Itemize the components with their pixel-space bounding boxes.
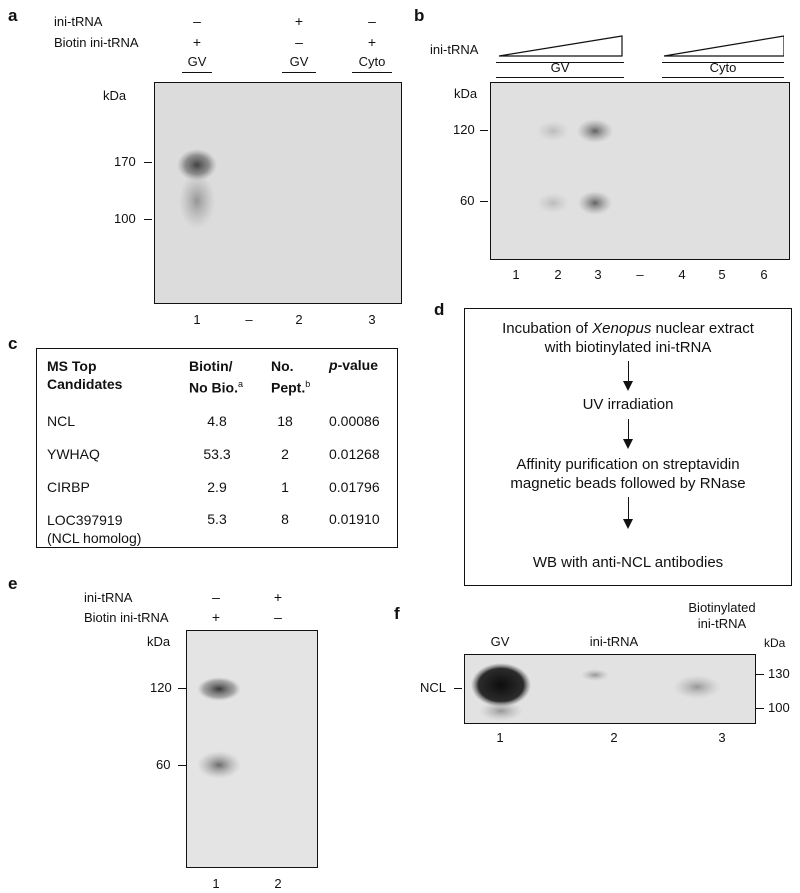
- panel-a-row1-name: ini-tRNA: [54, 14, 103, 29]
- panel-c-row-ncl-p: 0.00086: [329, 413, 380, 429]
- panel-b-lane-6: 6: [760, 267, 768, 282]
- panel-b-marker-60: 60: [460, 193, 475, 208]
- panel-e-tick-60: [178, 765, 186, 766]
- panel-a-lane1-r2: +: [192, 34, 202, 50]
- panel-b-gradient-wedges: [494, 30, 784, 60]
- panel-b-wedge-gv: [499, 36, 622, 56]
- panel-f-lane-3: 3: [718, 730, 726, 745]
- panel-b-band-lane3-60: [578, 191, 612, 215]
- panel-a-blot: [154, 82, 402, 304]
- panel-c-row-loc-ratio: 5.3: [207, 511, 227, 527]
- panel-c-row-loc-name: [47, 511, 141, 547]
- panel-e-lane1-r2: +: [211, 609, 221, 625]
- panel-c-row-cirbp-ratio: 2.9: [207, 479, 227, 495]
- panel-e-lane2-r1: +: [273, 589, 283, 605]
- panel-d-arrow1-head: [623, 381, 633, 391]
- panel-f-lane-1: 1: [496, 730, 504, 745]
- panel-c-row-cirbp-pept: 1: [281, 479, 289, 495]
- panel-d-step1: [465, 319, 791, 357]
- panel-c-header-col3: [271, 357, 310, 397]
- panel-a-lane-num-3: 3: [368, 312, 376, 327]
- panel-b-lane-1: 1: [512, 267, 520, 282]
- panel-f-blot-image: [465, 655, 756, 724]
- panel-d-step1-line2: with biotinylated ini-tRNA: [544, 339, 712, 356]
- panel-f-ncl-tick: [454, 688, 462, 689]
- panel-b-lane-5: 5: [718, 267, 726, 282]
- panel-b-blot: [490, 82, 790, 260]
- panel-b-group-cyto: Cyto: [709, 60, 737, 75]
- panel-f-col-biotinylated: [672, 600, 772, 632]
- panel-f-marker-100: 100: [768, 700, 790, 715]
- panel-c-header-col3-l2: Pept.: [271, 379, 306, 396]
- panel-e-band-60: [197, 751, 241, 779]
- panel-a-lane1-sample: GV: [187, 54, 207, 69]
- panel-f-label: f: [394, 604, 400, 623]
- panel-d-arrow1-shaft: [628, 361, 629, 383]
- panel-c-row-ywhaq-pept: 2: [281, 446, 289, 462]
- panel-a-lane4-underline: [352, 72, 392, 73]
- panel-b-marker-120: 120: [453, 122, 475, 137]
- panel-b-label: b: [414, 6, 425, 25]
- panel-d-step1-post: nuclear extract: [651, 320, 754, 337]
- panel-f-tick-100: [756, 708, 764, 709]
- panel-b-wedge-cyto: [664, 36, 784, 56]
- panel-f-col3-l2: ini-tRNA: [697, 616, 747, 631]
- panel-c-row-loc-pept: 8: [281, 511, 289, 527]
- panel-a-lane-num-1: 1: [193, 312, 201, 327]
- panel-b-gradient-label: ini-tRNA: [430, 42, 479, 57]
- panel-a-lane-num-2: 2: [295, 312, 303, 327]
- panel-a-lane3-r2: –: [295, 34, 303, 50]
- panel-b-gv-underline: [496, 77, 624, 78]
- panel-f-blot: [464, 654, 756, 724]
- panel-c-row-ywhaq-name: YWHAQ: [47, 446, 100, 462]
- panel-d-step3-line1: Affinity purification on streptavidin: [516, 456, 740, 473]
- panel-e-tick-120: [178, 688, 186, 689]
- panel-c-row-ywhaq-p: 0.01268: [329, 446, 380, 462]
- panel-b-tick-60: [480, 201, 488, 202]
- panel-a-row2-name: Biotin ini-tRNA: [54, 35, 139, 50]
- panel-b-tick-120: [480, 130, 488, 131]
- panel-c-header-col4-rest: -value: [337, 357, 379, 373]
- panel-d-arrow3-head: [623, 519, 633, 529]
- panel-f-band-gv: [471, 663, 531, 707]
- panel-c-row-loc-p: 0.01910: [329, 511, 380, 527]
- panel-d-step3: [465, 455, 791, 493]
- panel-e-lane2-r2: –: [274, 609, 282, 625]
- panel-b-blot-image: [491, 83, 790, 260]
- panel-e-row2-name: Biotin ini-tRNA: [84, 610, 169, 625]
- panel-e-kda: kDa: [147, 634, 171, 649]
- panel-b-lane-3: 3: [594, 267, 602, 282]
- panel-f-col3-l1: Biotinylated: [688, 600, 756, 615]
- panel-f-marker-130: 130: [768, 666, 790, 681]
- panel-b-kda: kDa: [454, 86, 478, 101]
- panel-b-lane-2: 2: [554, 267, 562, 282]
- panel-c-row-cirbp-p: 0.01796: [329, 479, 380, 495]
- panel-b-band-lane2-60: [537, 193, 569, 213]
- panel-a-lane1-underline: [182, 72, 212, 73]
- panel-d-arrow2-shaft: [628, 419, 629, 441]
- panel-c-header-col3-sup: b: [305, 379, 311, 389]
- panel-e-marker-120: 120: [150, 680, 172, 695]
- panel-b-group-gv: GV: [550, 60, 570, 75]
- panel-a-lane1-r1: –: [193, 13, 201, 29]
- panel-e-blot: [186, 630, 318, 868]
- panel-c-header-col1-l2: Candidates: [47, 376, 123, 392]
- panel-f-col-initrna: ini-tRNA: [589, 634, 639, 649]
- panel-a-lane-num-dash: –: [245, 312, 253, 327]
- panel-e-band-120: [197, 677, 241, 701]
- panel-f-tick-130: [756, 674, 764, 675]
- panel-e-lane1-r1: –: [212, 589, 220, 605]
- panel-d-step1-pre: Incubation of: [502, 320, 593, 337]
- panel-d-flowchart-box: [464, 308, 792, 586]
- panel-c-header-col1: [47, 357, 122, 393]
- panel-b-cyto-underline: [662, 77, 784, 78]
- panel-c-row-ncl-name: NCL: [47, 413, 76, 429]
- panel-d-step3-line2: magnetic beads followed by RNase: [510, 475, 746, 492]
- panel-c-row-loc-name-l1: LOC397919: [47, 512, 123, 528]
- panel-f-band-biotin: [673, 675, 721, 699]
- panel-b-lane-dash: –: [636, 267, 644, 282]
- panel-d-step4: WB with anti-NCL antibodies: [532, 554, 724, 571]
- panel-c-header-col1-l1: MS Top: [47, 358, 97, 374]
- panel-d-arrow3-shaft: [628, 497, 629, 521]
- panel-e-row1-name: ini-tRNA: [84, 590, 133, 605]
- panel-b-band-lane2-120: [537, 121, 569, 141]
- panel-c-header-col3-l1: No.: [271, 358, 294, 374]
- panel-a-kda: kDa: [103, 88, 127, 103]
- panel-c-row-ywhaq-ratio: 53.3: [203, 446, 231, 462]
- panel-c-table-box: [36, 348, 398, 548]
- panel-f-band-gv-lower: [479, 701, 523, 721]
- panel-c-label: c: [8, 334, 18, 353]
- panel-f-kda: kDa: [764, 636, 786, 650]
- panel-a-marker-170: 170: [114, 154, 136, 169]
- panel-f-lane-2: 2: [610, 730, 618, 745]
- panel-c-header-col2-sup: a: [238, 379, 244, 389]
- panel-e-lane-num-1: 1: [212, 876, 220, 891]
- panel-d-label: d: [434, 300, 445, 319]
- panel-d-step2: UV irradiation: [582, 396, 674, 413]
- panel-c-header-col2: [189, 357, 243, 397]
- panel-f-band-initrna: [581, 669, 609, 681]
- panel-c-header-col4: [329, 357, 378, 373]
- panel-d-arrow2-head: [623, 439, 633, 449]
- panel-e-label: e: [8, 574, 18, 593]
- panel-b-lane-4: 4: [678, 267, 686, 282]
- panel-a-lane4-r1: –: [368, 13, 376, 29]
- panel-e-lane-num-2: 2: [274, 876, 282, 891]
- panel-e-blot-image: [187, 631, 318, 868]
- panel-a-lane4-sample: Cyto: [358, 54, 386, 69]
- panel-a-lane3-r1: +: [294, 13, 304, 29]
- panel-f-col-gv: GV: [490, 634, 510, 649]
- panel-c-row-cirbp-name: CIRBP: [47, 479, 90, 495]
- panel-a-marker-100: 100: [114, 211, 136, 226]
- panel-c-header-col2-l2: No Bio.: [189, 379, 238, 396]
- panel-c-row-ncl-ratio: 4.8: [207, 413, 227, 429]
- panel-b-band-lane3-120: [577, 119, 613, 143]
- panel-e-marker-60: 60: [156, 757, 171, 772]
- panel-a-smear: [179, 173, 215, 229]
- panel-a-lane3-underline: [282, 72, 316, 73]
- panel-d-step1-italic: Xenopus: [592, 320, 652, 337]
- panel-c-row-ncl-pept: 18: [277, 413, 293, 429]
- panel-a-label: a: [8, 6, 18, 25]
- panel-f-ncl-label: NCL: [420, 680, 447, 695]
- panel-a-tick-100: [144, 219, 152, 220]
- panel-c-row-loc-name-l2: (NCL homolog): [47, 530, 142, 546]
- panel-a-lane3-sample: GV: [289, 54, 309, 69]
- panel-a-tick-170: [144, 162, 152, 163]
- panel-c-header-col2-l1: Biotin/: [189, 358, 233, 374]
- panel-a-blot-image: [155, 83, 402, 304]
- panel-a-lane4-r2: +: [367, 34, 377, 50]
- panel-c-header-col4-italic: p: [329, 357, 338, 373]
